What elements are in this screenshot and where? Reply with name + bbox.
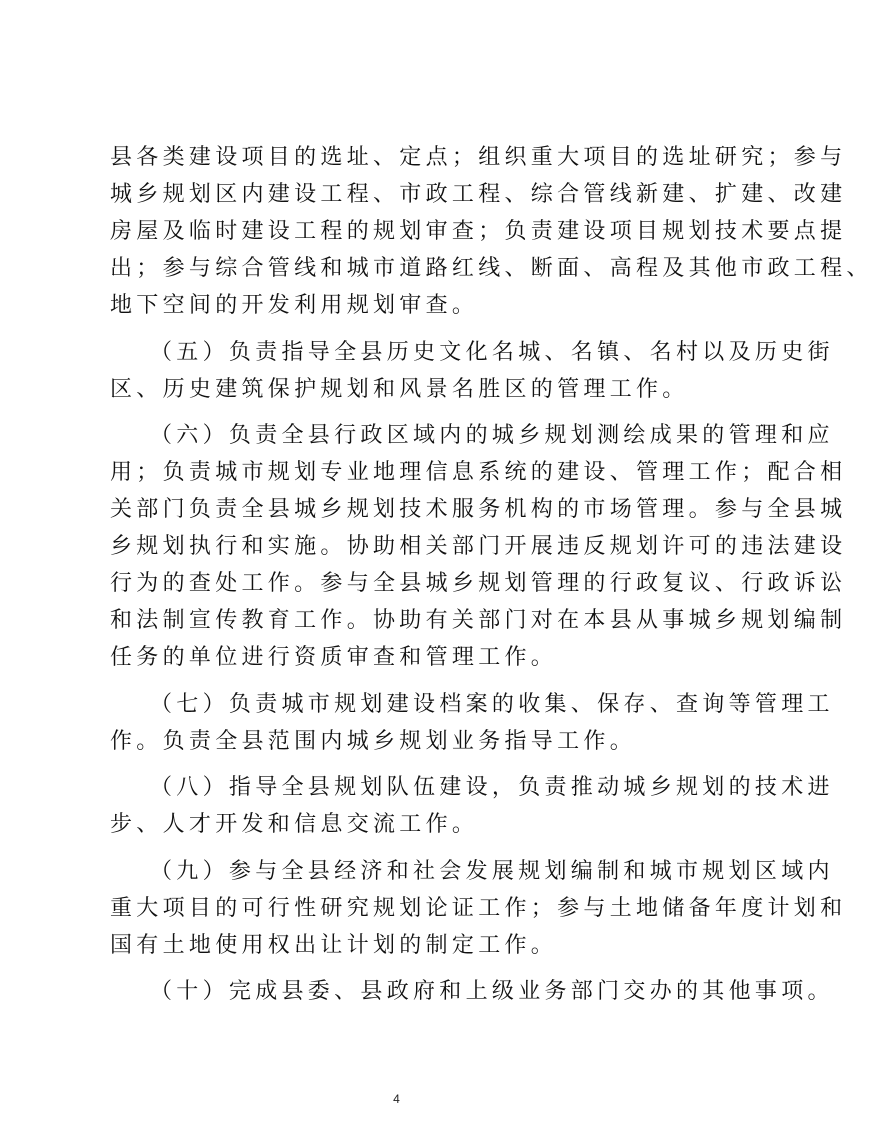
text-line-4: 出；参与综合管线和城市道路红线、断面、高程及其他市政工程、 [110,256,873,281]
text-line-2: 城乡规划区内建设工程、市政工程、综合管线新建、扩建、改建 [110,182,847,207]
text-line-20: 重大项目的可行性研究规划论证工作；参与土地储备年度计划和 [110,896,847,921]
text-line-3: 房屋及临时建设工程的规划审查；负责建设项目规划技术要点提 [110,219,847,244]
text-line-13: 和法制宣传教育工作。协助有关部门对在本县从事城乡规划编制 [110,608,847,633]
text-line-10: 关部门负责全县城乡规划技术服务机构的市场管理。参与全县城 [110,497,847,522]
page-number: 4 [393,1092,400,1106]
text-line-16: 作。负责全县范围内城乡规划业务指导工作。 [110,729,637,754]
text-line-22: （十）完成县委、县政府和上级业务部门交办的其他事项。 [150,979,834,1004]
text-line-15: （七）负责城市规划建设档案的收集、保存、查询等管理工 [150,692,834,717]
text-line-19: （九）参与全县经济和社会发展规划编制和城市规划区域内 [150,859,834,884]
text-line-1: 县各类建设项目的选址、定点；组织重大项目的选址研究；参与 [110,145,847,170]
text-line-9: 用；负责城市规划专业地理信息系统的建设、管理工作；配合相 [110,460,847,485]
text-line-14: 任务的单位进行资质审查和管理工作。 [110,645,558,670]
text-line-8: （六）负责全县行政区域内的城乡规划测绘成果的管理和应 [150,423,834,448]
text-line-18: 步、人才开发和信息交流工作。 [110,812,479,837]
text-line-6: （五）负责指导全县历史文化名城、名镇、名村以及历史街 [150,340,834,365]
text-line-7: 区、历史建筑保护规划和风景名胜区的管理工作。 [110,377,689,402]
text-line-12: 行为的查处工作。参与全县城乡规划管理的行政复议、行政诉讼 [110,571,847,596]
text-line-5: 地下空间的开发利用规划审查。 [110,293,479,318]
text-line-11: 乡规划执行和实施。协助相关部门开展违反规划许可的违法建设 [110,534,847,559]
text-line-17: （八）指导全县规划队伍建设，负责推动城乡规划的技术进 [150,775,834,800]
text-line-21: 国有土地使用权出让计划的制定工作。 [110,933,558,958]
